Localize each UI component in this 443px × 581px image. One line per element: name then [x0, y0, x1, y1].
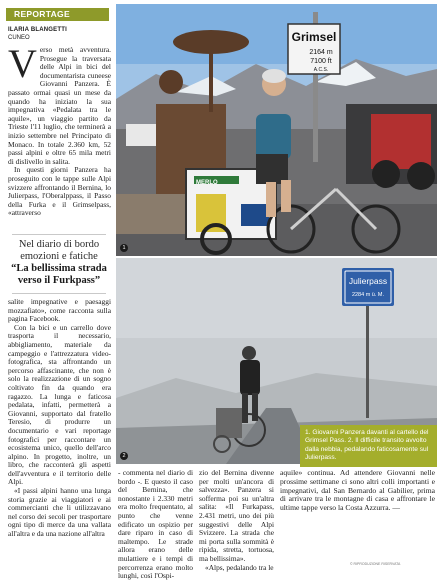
- article-col2: [118, 469, 193, 581]
- sign-grimsel-acs: A.C.S.: [313, 67, 329, 73]
- pull-quote-subhead: Nel diario di bordo emozioni e fatiche: [18, 239, 100, 262]
- lead-paragraph: erso metà avventura. Prosegue la traversata delle Alpi in bici del documentarista cuneese Giovanni Panzera. È passato ormai quasi un mese da quando ha iniziato la sua impegnativa «Pedalata tra le aquile», un viaggio partito da Trieste l'11 luglio, che terminerà a inizio settembre nel Principato di Monaco. In totale 2.360 km, 52 passi alpini e oltre 65 mila metri di dislivello in salita.: [8, 45, 111, 166]
- drop-cap: V: [8, 41, 37, 86]
- article-col4: [280, 469, 435, 513]
- sign-julierpass-title: Julierpass: [348, 276, 388, 286]
- photo-caption: 1. Giovanni Panzera davanti al cartello del Grimsel Pass. 2. Il difficile transito avvolto dalla nebbia, pedalando faticosamente sul Julierpass.: [300, 425, 437, 467]
- paragraph: aquile» continua. Ad attendere Giovanni nelle prossime settimane ci sono altri colli importanti e impegnativi, dal San Bernardo al Gabilier, prima di arrivare tra le montagne di casa e affrontare le ultime tappe verso la Costa Azzurra. —: [280, 468, 435, 513]
- article-col3: [199, 469, 274, 572]
- article-col1-bottom: [8, 298, 111, 539]
- copyright-notice: © RIPRODUZIONE RISERVATA: [350, 562, 401, 566]
- paragraph: - commenta nel diario di bordo -. E questo il caso del Bernina, che nonostante i 2.330 metri era molto frequentato, al punto che venne edificato un ospizio per dare riparo in caso di maltempo. Le strade allora erano delle mulattiere e i tempi di percorrenza erano molto lunghi, così l'Ospi-: [118, 468, 193, 581]
- paragraph: In questi giorni Panzera ha proseguito con le tappe sulle Alpi svizzere affrontando il Bernina, lo Julierpass, l'Oberalppass, il Passo della Furka e il Grimselpass, «attraverso: [8, 165, 111, 218]
- section-tag: REPORTAGE: [6, 8, 109, 21]
- paragraph: zio del Bernina divenne per molti un'ancora di salvezza». Panzera si sofferma poi su un'altra salita: «Il Furkapass, 2.431 metri, uno dei più suggestivi delle Alpi Svizzere. La strada che mi porta sulla sommità è ripida, stretta, tortuosa, ma bellissima».: [199, 468, 274, 563]
- byline: [8, 27, 67, 42]
- article-col1-top: [8, 41, 111, 218]
- divider: [12, 234, 106, 235]
- photo-grimsel: [116, 4, 437, 256]
- author-name: ILARIA BLANGETTI: [8, 27, 67, 33]
- sign-julierpass-alt: 2284 m ü. M.: [351, 292, 385, 298]
- sign-grimsel-alt-ft: 7100 ft: [310, 58, 332, 65]
- photo-number-1: 1: [120, 244, 128, 252]
- pull-quote-text: “La bellissima strada verso il Furkpass”: [11, 263, 107, 286]
- pull-quote: [10, 239, 108, 287]
- sign-grimsel-title: Grimsel: [291, 30, 337, 44]
- photo-grimsel-image: [116, 4, 437, 256]
- paragraph: Con la bici e un carrello dove trasporta il necessario, abbigliamento, materiale da campeggio e l'attrezzatura video-fotografica, sta affrontando un percorso affascinante, che non è solo la realizzazione di un sogno coltivato fin da quando era ragazzo. La lunga e faticosa pedalata, infatti, permetterà a Giovanni, supportato dal fratello Teresio, di produrre un documentario e vari reportage fotografici per raccontare un ecosistema unico, quello dell'arco alpino. In progetto, inoltre, un libro, che racconterà gli aspetti dell'avventura e il territorio delle Alpi.: [8, 322, 111, 487]
- paragraph: «I passi alpini hanno una lunga storia grazie ai viaggiatori e ai commercianti che li utilizzavano nel corso dei secoli per trasportare ogni tipo di merce da una vallata all'altra e da una nazione all'altra: [8, 486, 111, 539]
- sign-grimsel-alt-m: 2164 m: [309, 49, 333, 56]
- photo-number-2: 2: [120, 452, 128, 460]
- divider: [12, 293, 106, 294]
- paragraph: «Alps, pedalando tra le: [205, 562, 274, 572]
- author-location: CUNEO: [8, 34, 30, 41]
- trailer-brand: MERLO: [196, 180, 218, 186]
- paragraph: salite impegnative e paesaggi mozzafiato», come racconta sulla pagina Facebook.: [8, 297, 111, 324]
